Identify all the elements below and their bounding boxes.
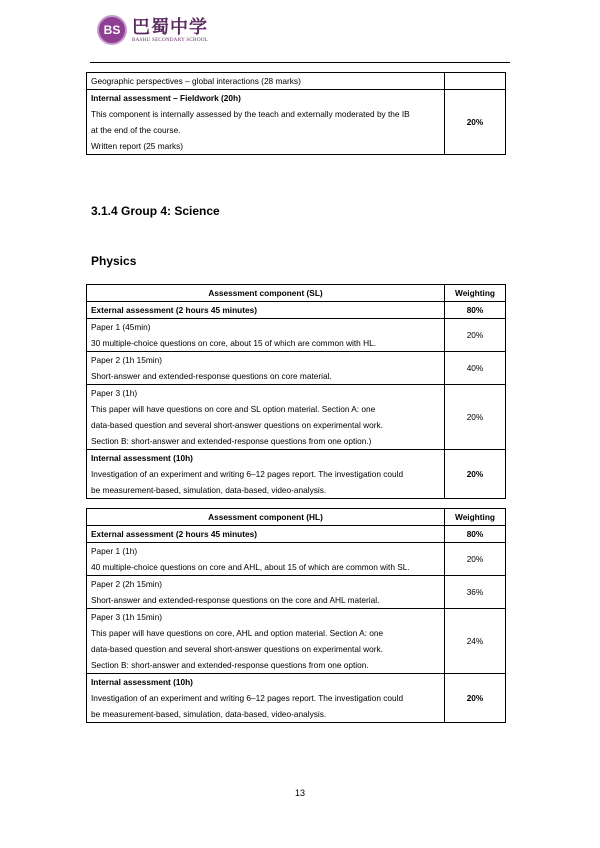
page-number: 13 xyxy=(294,788,305,798)
school-logo xyxy=(97,10,208,50)
column-header-weighting: Weighting xyxy=(445,285,506,302)
component-title: Paper 2 (1h 15min) xyxy=(91,355,163,365)
component-title: Paper 1 (1h) xyxy=(91,546,138,556)
component-title: Paper 2 (2h 15min) xyxy=(91,579,163,589)
component-title: Paper 3 (1h) xyxy=(91,388,138,398)
component-text: Investigation of an experiment and writing 6–12 pages report. The investigation could xyxy=(91,469,404,479)
component-text: 30 multiple-choice questions on core, about 15 of which are common with HL. xyxy=(91,338,377,348)
table-row xyxy=(87,302,506,319)
component-text: Geographic perspectives – global interactions (28 marks) xyxy=(91,76,301,86)
component-title: Internal assessment (10h) xyxy=(91,453,193,463)
component-text: Short-answer and extended-response questions on core material. xyxy=(91,371,332,381)
weighting-cell: 20% xyxy=(445,319,506,352)
table-row xyxy=(87,450,506,499)
table-header-row xyxy=(87,509,506,526)
component-title: Internal assessment – Fieldwork (20h) xyxy=(91,93,241,103)
physics-hl-assessment-table xyxy=(86,508,506,723)
logo-chinese-name: 巴蜀中学 xyxy=(132,16,208,38)
column-header-component: Assessment component (HL) xyxy=(208,512,323,522)
weighting-cell: 80% xyxy=(445,526,506,543)
table-header-row xyxy=(87,285,506,302)
component-text: data-based question and several short-answer questions on experimental work. xyxy=(91,644,383,654)
component-text: Short-answer and extended-response questions on the core and AHL material. xyxy=(91,595,380,605)
weighting-cell xyxy=(445,73,506,90)
component-text: Section B: short-answer and extended-response questions from one option.) xyxy=(91,436,372,446)
table-row xyxy=(87,352,506,385)
table-row xyxy=(87,385,506,450)
component-text: This component is internally assessed by the teach and externally moderated by the IB xyxy=(91,109,410,119)
subject-heading: Physics xyxy=(91,254,137,268)
header-divider xyxy=(90,62,510,63)
weighting-cell: 20% xyxy=(445,674,506,723)
component-title: Paper 1 (45min) xyxy=(91,322,151,332)
table-row xyxy=(87,526,506,543)
weighting-cell: 20% xyxy=(445,450,506,499)
table-row xyxy=(87,609,506,674)
table-row xyxy=(87,73,506,90)
component-text: Investigation of an experiment and writing 6–12 pages report. The investigation could xyxy=(91,693,404,703)
component-text: This paper will have questions on core and SL option material. Section A: one xyxy=(91,404,376,414)
component-text: 40 multiple-choice questions on core and AHL, about 15 of which are common with SL. xyxy=(91,562,410,572)
table-row xyxy=(87,90,506,155)
column-header-component: Assessment component (SL) xyxy=(208,288,323,298)
component-text: be measurement-based, simulation, data-based, video-analysis. xyxy=(91,709,327,719)
component-text: This paper will have questions on core, AHL and option material. Section A: one xyxy=(91,628,384,638)
weighting-cell: 20% xyxy=(445,90,506,155)
column-header-weighting: Weighting xyxy=(445,509,506,526)
weighting-cell: 80% xyxy=(445,302,506,319)
component-title: Internal assessment (10h) xyxy=(91,677,193,687)
component-text: be measurement-based, simulation, data-based, video-analysis. xyxy=(91,485,327,495)
table-row xyxy=(87,543,506,576)
component-text: Written report (25 marks) xyxy=(91,141,184,151)
component-text: data-based question and several short-answer questions on experimental work. xyxy=(91,420,383,430)
weighting-cell: 36% xyxy=(445,576,506,609)
component-text: at the end of the course. xyxy=(91,125,181,135)
external-assessment-label: External assessment (2 hours 45 minutes) xyxy=(91,529,258,539)
logo-english-name: BASHU SECONDARY SCHOOL xyxy=(132,37,209,43)
weighting-cell: 24% xyxy=(445,609,506,674)
component-text: Section B: short-answer and extended-response questions from one option. xyxy=(91,660,369,670)
school-seal-icon: BS xyxy=(97,15,127,45)
weighting-cell: 40% xyxy=(445,352,506,385)
physics-sl-assessment-table xyxy=(86,284,506,499)
component-title: Paper 3 (1h 15min) xyxy=(91,612,163,622)
geography-assessment-table-continued xyxy=(86,72,506,155)
weighting-cell: 20% xyxy=(445,543,506,576)
table-row xyxy=(87,576,506,609)
table-row xyxy=(87,319,506,352)
weighting-cell: 20% xyxy=(445,385,506,450)
section-heading: 3.1.4 Group 4: Science xyxy=(91,204,220,218)
table-row xyxy=(87,674,506,723)
external-assessment-label: External assessment (2 hours 45 minutes) xyxy=(91,305,258,315)
